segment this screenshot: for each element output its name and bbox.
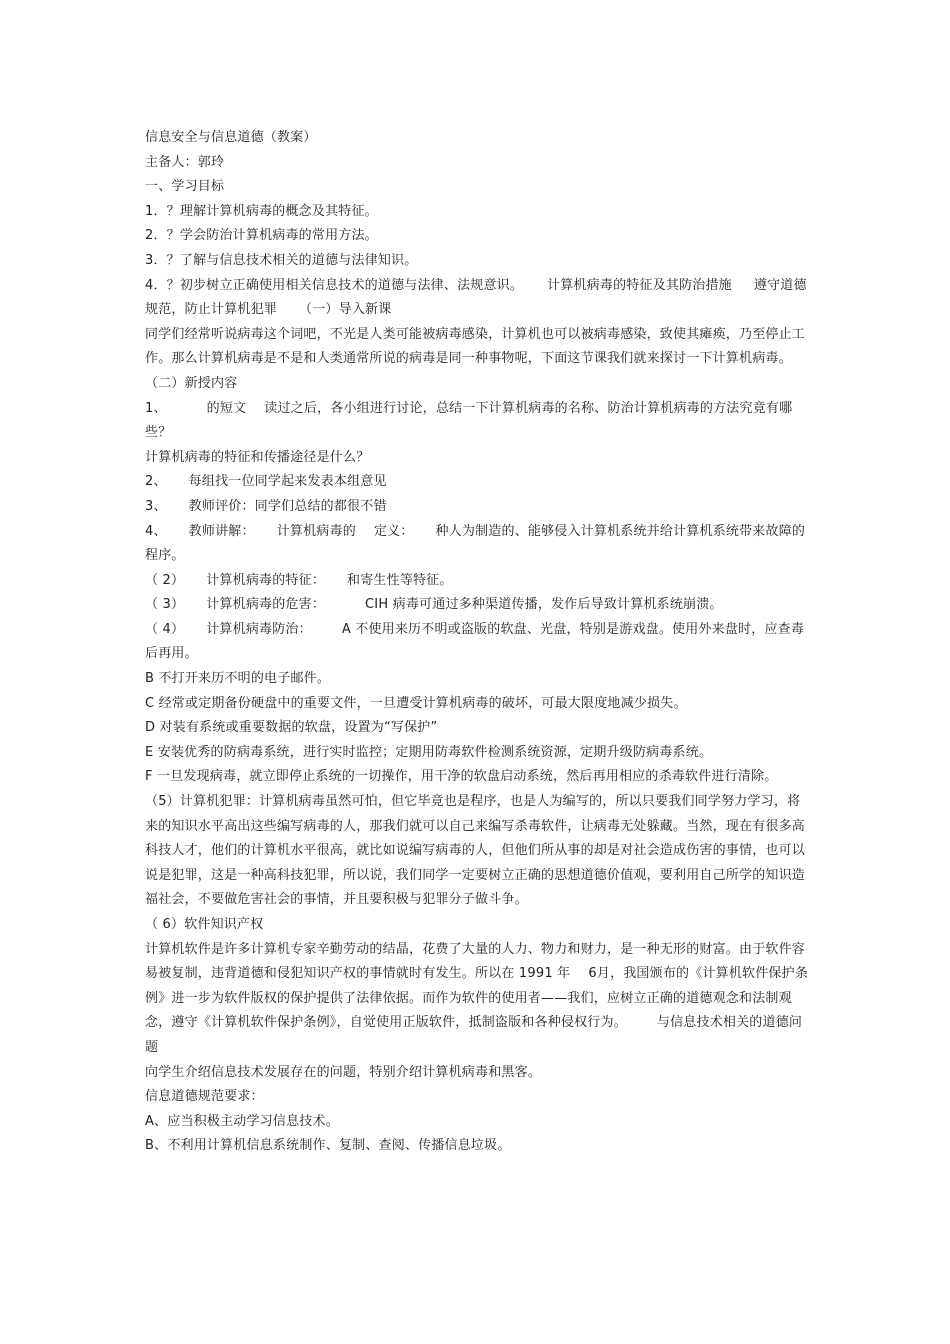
- subsection-intro-heading: （一）导入新课: [299, 302, 392, 318]
- list-item-1: 1、 的短文 读过之后，各小组进行讨论，总结一下计算机病毒的名称、防治计算机病毒的方法究竟有哪些？: [145, 400, 793, 441]
- point-3: （ 3） 计算机病毒的危害： CIH 病毒可通过多种渠道传播，发作后导致计算机系统崩溃。: [145, 597, 723, 613]
- prevention-f: F 一旦发现病毒，就立即停止系统的一切操作，用干净的软盘启动系统，然后再用相应的杀毒软件进行清除。: [145, 769, 778, 785]
- goal-3: 3．？了解与信息技术相关的道德与法律知识。: [145, 252, 418, 268]
- ethics-b: B、不利用计算机信息系统制作、复制、查阅、传播信息垃圾。: [145, 1138, 511, 1154]
- goal-2: 2．？学会防治计算机病毒的常用方法。: [145, 228, 378, 244]
- point-6-heading: （ 6）软件知识产权: [145, 917, 264, 932]
- point-4: （ 4） 计算机病毒防治： A 不使用来历不明或盗版的软盘、光盘，特别是游戏盘。使用外来盘时，应查毒后再用。: [145, 621, 805, 662]
- document-body: [145, 126, 813, 1159]
- point-5-computer-crime: （5）计算机犯罪：计算机病毒虽然可怕，但它毕竟也是程序，也是人为编写的，所以只要我们同学努力学习，将来的知识水平高出这些编写病毒的人，那我们就可以自己来编写杀毒软件，让病毒无处躲藏。当然，现在有很多高科技人才，他们的计算机水平很高，就比如说编写病毒的人，但他们所从事的却是对社会造成伤害的事情，也可以说是犯罪，这是一种高科技犯罪，所以说，我们同学一定要树立正确的思想道德价值观，要利用自己所学的知识造福社会，不要做危害社会的事情，并且要积极与犯罪分子做斗争。: [145, 794, 806, 908]
- prevention-e: E 安装优秀的防病毒系统，进行实时监控；定期用防毒软件检测系统资源，定期升级防病毒系统。: [145, 744, 713, 760]
- list-item-3: 3、 教师评价：同学们总结的都很不错: [145, 498, 387, 514]
- list-item-4: 4、 教师讲解： 计算机病毒的 定义： 种人为制造的、能够侵入计算机系统并给计算机系统带来故障的程序。: [145, 523, 806, 564]
- goal-4-text: 4．？初步树立正确使用相关信息技术的道德与法律、法规意识。: [145, 277, 524, 293]
- prevention-b: B 不打开来历不明的电子邮件。: [145, 671, 331, 687]
- intro-problems: 向学生介绍信息技术发展存在的问题，特别介绍计算机病毒和黑客。: [145, 1064, 542, 1080]
- prevention-c: C 经常或定期备份硬盘中的重要文件，一旦遭受计算机病毒的破坏，可最大限度地减少损失。: [145, 695, 687, 711]
- goal-4: [145, 274, 813, 323]
- document-title: 信息安全与信息道德（教案）: [145, 130, 317, 145]
- goal-4-focus: 计算机病毒的特征及其防治措施: [547, 277, 732, 293]
- point-6-body: 计算机软件是许多计算机专家辛勤劳动的结晶，花费了大量的人力、物力和财力，是一种无形的财富。由于软件容易被复制，违背道德和侵犯知识产权的事情就时有发生。所以在 1991 年 6月，我国颁布的《计算机软件保护条例》进一步为软件版权的保护提供了法律依据。而作为软件的使用者——我们，应树立正确的道德观念和法制观念，遵守《计算机软件保护条例》，自觉使用正版软件，抵制盗版和各种侵权行为。 与信息技术相关的道德问题: [145, 941, 809, 1055]
- goal-4-difficulty: 遵守道德规范，防止计算机犯罪: [145, 277, 807, 318]
- question-line: 计算机病毒的特征和传播途径是什么？: [145, 449, 370, 465]
- section-heading-goals: 一、学习目标: [145, 179, 225, 195]
- author-line: 主备人：郭玲: [145, 154, 225, 170]
- prevention-d: D 对装有系统或重要数据的软盘，设置为“写保护”: [145, 720, 438, 736]
- point-2: （ 2） 计算机病毒的特征： 和寄生性等特征。: [145, 572, 453, 588]
- ethics-heading: 信息道德规范要求：: [145, 1089, 264, 1105]
- goal-1: 1．？理解计算机病毒的概念及其特征。: [145, 203, 378, 219]
- ethics-a: A、应当积极主动学习信息技术。: [145, 1113, 339, 1129]
- section-heading-new-content: （二）新授内容: [145, 375, 238, 391]
- intro-paragraph: 同学们经常听说病毒这个词吧，不光是人类可能被病毒感染，计算机也可以被病毒感染，致使其瘫痪，乃至停止工作。那么计算机病毒是不是和人类通常所说的病毒是同一种事物呢，下面这节课我们就来探讨一下计算机病毒。: [145, 326, 806, 367]
- list-item-2: 2、 每组找一位同学起来发表本组意见: [145, 474, 387, 490]
